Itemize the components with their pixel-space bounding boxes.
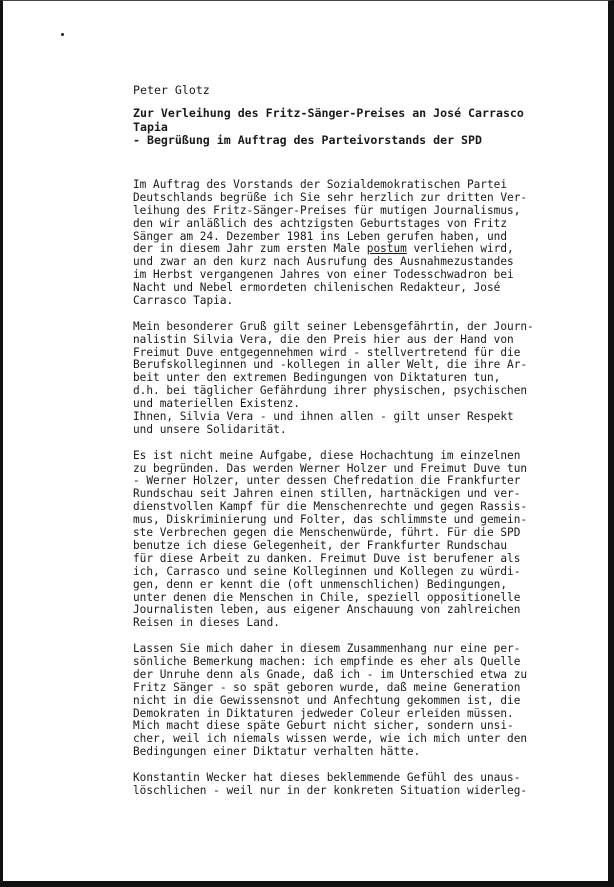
text-line: Fritz Sänger - so spät geboren wurde, daß meine Generation (133, 680, 521, 694)
text-line: d.h. bei täglicher Gefährdung ihrer physischen, psychischen (133, 384, 528, 398)
text-line: Nacht und Nebel ermordeten chilenischen Redakteur, José (133, 281, 501, 295)
text-line: mus, Diskriminierung und Folter, das schlimmste und gemein- (133, 513, 528, 527)
text-line: Reisen in dieses Land. (133, 616, 280, 630)
text-line: für diese Arbeit zu danken. Freimut Duve ist berufener als (133, 551, 521, 565)
paragraph (133, 643, 534, 759)
text-line: der Unruhe denn als Gnade, daß ich - im Unterschied etwa zu (133, 667, 528, 681)
text-line: Im Auftrag des Vorstands der Sozialdemokratischen Partei (133, 178, 508, 191)
text-line: nalistin Silvia Vera, die den Preis hier aus der Hand von (133, 332, 514, 346)
document-title (133, 107, 524, 148)
text-line: gen, denn er kennt die (oft unmenschlichen) Bedingungen, (133, 577, 508, 591)
text-line: Mich macht diese späte Geburt nicht sicher, sondern unsi- (133, 719, 514, 733)
text-line: löschlichen - weil nur in der konkreten Situation widerleg- (133, 783, 528, 797)
text-line: dienstvollen Kampf für die Menschenrechte und gegen Rassis- (133, 500, 528, 514)
text-line: ste Verbrechen gegen die Menschenwürde, führt. Für die SPD (133, 526, 521, 540)
paragraph (133, 321, 534, 437)
text-line: und unsere Solidarität. (133, 422, 287, 436)
text-line: ich, Carrasco und seine Kolleginnen und Kollegen zu würdi- (133, 564, 521, 578)
text-line: Freimut Duve entgegennehmen wird - stellvertretend für die (133, 345, 521, 359)
text-line: benutze ich diese Gelegenheit, der Frankfurter Rundschau (133, 538, 508, 552)
text-line: - Werner Holzer, unter dessen Chefredation die Frankfurter (133, 474, 521, 488)
text-line: den wir anläßlich des achtzigsten Geburtstages von Fritz (133, 216, 508, 230)
title-line: Tapia (133, 119, 168, 134)
text-line: Carrasco Tapia. (133, 294, 234, 308)
document-body (133, 179, 534, 811)
text-line: Journalisten leben, aus eigener Anschauung von zahlreichen (133, 603, 521, 617)
text-line: Ihnen, Silvia Vera - und ihnen allen - gilt unser Respekt (133, 410, 514, 424)
text-line: und materiellen Existenz. (133, 397, 300, 411)
author-name: Peter Glotz (133, 83, 210, 97)
text-line: Sänger am 24. Dezember 1981 ins Leben gerufen haben, und (133, 229, 508, 243)
text-line: Deutschlands begrüße ich Sie sehr herzlich zur dritten Ver- (133, 190, 528, 204)
text-line: Konstantin Wecker hat dieses beklemmende Gefühl des unaus- (133, 770, 521, 784)
text-line: Berufskolleginnen und -kollegen in aller Welt, die ihre Ar- (133, 358, 528, 372)
title-line: Zur Verleihung des Fritz-Sänger-Preises an José Carrasco (133, 106, 524, 120)
text-line: Lassen Sie mich daher in diesem Zusammenhang nur eine per- (133, 642, 521, 656)
text-line: leihung des Fritz-Sänger-Preises für mutigen Journalismus, (133, 203, 521, 217)
text-line: unter denen die Menschen in Chile, speziell oppositionelle (133, 590, 521, 604)
title-line: - Begrüßung im Auftrag des Parteivorstands der SPD (133, 133, 483, 147)
text-line: Bedingungen einer Diktatur verhalten hätte. (133, 745, 421, 759)
paragraph (133, 450, 534, 630)
text-line: sönliche Bemerkung machen: ich empfinde es eher als Quelle (133, 654, 521, 668)
text-line: Demokraten in Diktaturen jedweder Coleur erleiden müssen. (133, 706, 514, 720)
text-line: Es ist nicht meine Aufgabe, diese Hochachtung im einzelnen (133, 448, 521, 462)
text-line: Mein besonderer Gruß gilt seiner Lebensgefährtin, der Journ- (133, 319, 534, 333)
text-line: cher, weil ich niemals wissen werde, wie ich mich unter den (133, 732, 528, 746)
text-line: im Herbst vergangenen Jahres von einer Todesschwadron bei (133, 268, 514, 282)
text-line: der in diesem Jahr zum ersten Male postum verliehen wird, (133, 242, 514, 256)
text-line: und zwar an den kurz nach Ausrufung des Ausnahmezustandes (133, 255, 514, 269)
text-line: beit unter den extremen Bedingungen von Diktaturen tun, (133, 371, 501, 385)
text-line: nicht in die Gewissensnot und Anfechtung gekommen ist, die (133, 693, 521, 707)
text-line: zu begründen. Das werden Werner Holzer und Freimut Duve tun (133, 461, 528, 475)
paragraph (133, 179, 534, 308)
paragraph (133, 772, 534, 798)
text-line: Rundschau seit Jahren einen stillen, hartnäckigen und ver- (133, 487, 521, 501)
